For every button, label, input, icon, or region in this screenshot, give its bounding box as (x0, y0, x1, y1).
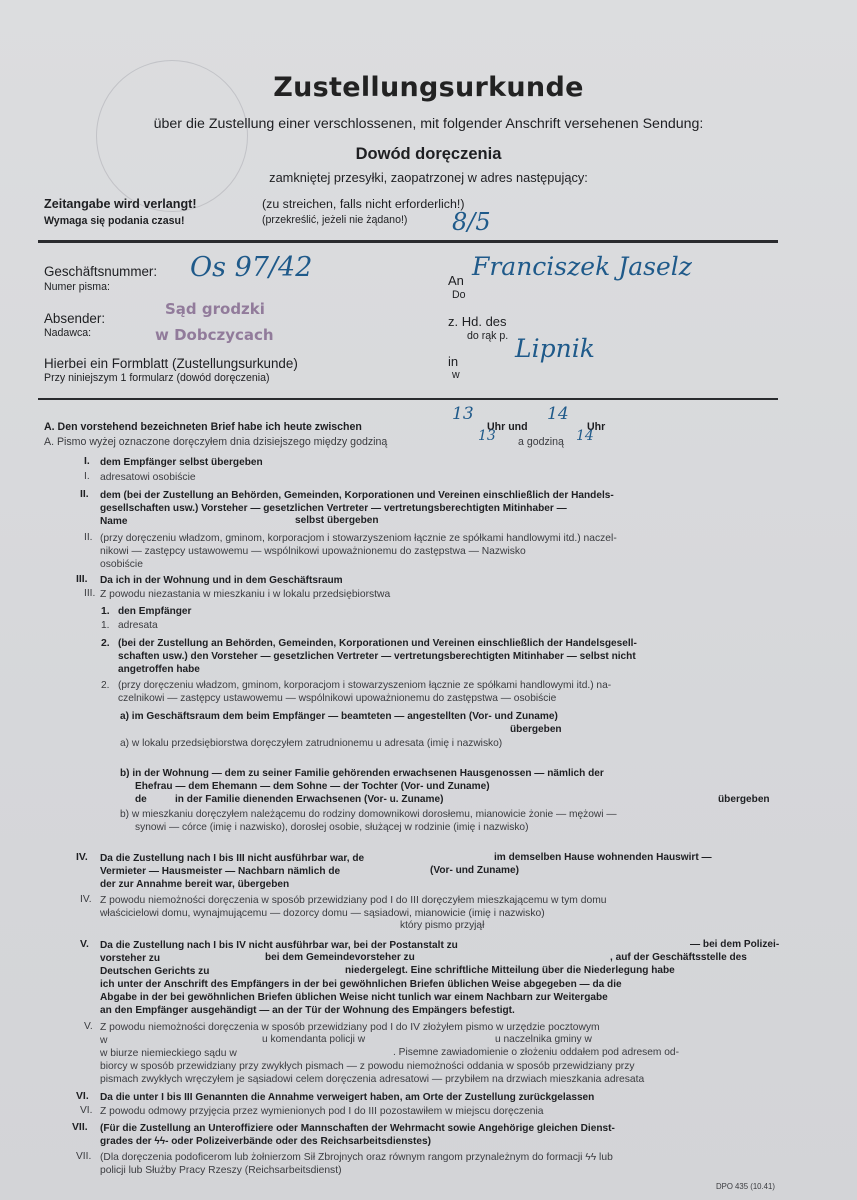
section-a-a-godzina: a godziną (518, 436, 564, 448)
section-5-german-line6: an den Empfänger ausgehändigt — an der Tür der Wohnung des Empängers befestigt. (100, 1005, 515, 1016)
time-label-german: Zeitangabe wird verlangt! (44, 197, 197, 211)
section-4-german-line3: der zur Annahme bereit war, übergeben (100, 879, 290, 890)
handwritten-time: 8/5 (452, 208, 491, 236)
to-label-polish: Do (452, 289, 466, 301)
section-5-german-line2: vorsteher zu (100, 953, 161, 964)
section-a-uhr: Uhr (587, 421, 606, 433)
section-7-polish-line1: (Dla doręczenia podoficerom lub żołnierzom Sił Zbrojnych oraz równym rangom przynależnym do formacji ϟϟ lub (100, 1152, 613, 1163)
section-5-polish-line2: w (100, 1035, 108, 1046)
section-4-polish-line1: Z powodu niemożności doręczenia w sposób przewidziany pod I do III doręczyłem mieszkającemu w tym domu (100, 895, 607, 906)
recipient-name-handwritten: Franciszek Jaselz (472, 252, 692, 281)
section-7-polish-line2: policji lub Służby Pracy Rzeszy (Reichsarbeitsdienst) (100, 1165, 342, 1176)
section-3-german: Da ich in der Wohnung und in dem Geschäftsraum (100, 575, 343, 586)
section-7-german-line1: (Für die Zustellung an Unteroffiziere oder Mannschaften der Wehrmacht sowie Angehörige gleichen Dienst- (100, 1123, 615, 1134)
sender-label-polish: Nadawca: (44, 327, 92, 339)
section-2-number-polish: II. (84, 532, 93, 543)
section-5-german-line5: Abgabe in der bei gewöhnlichen Briefen üblichen Weise nicht tunlich war einem Nachbarn zur Weitergabe (100, 992, 608, 1003)
section-3-item2-number-polish: 2. (101, 680, 110, 691)
section-2-polish-line3: osobiście (100, 559, 143, 570)
section-1-polish: adresatowi osobiście (100, 472, 196, 483)
time-from-handwritten-2: 13 (478, 428, 496, 444)
section-5-german-line1: Da die Zustellung nach I bis IV nicht ausführbar war, bei der Postanstalt zu (100, 940, 458, 951)
section-3-a-german-line1: a) im Geschäftsraum dem beim Empfänger — beamteten — angestellten (Vor- und Zuname) (120, 711, 558, 722)
section-3-item1-polish: adresata (118, 620, 158, 631)
section-2-german-handed: selbst übergeben (295, 515, 379, 526)
section-5-polish-line3: w biurze niemieckiego sądu w (100, 1048, 237, 1059)
section-5-german-line4: ich unter der Anschrift des Empfängers in der bei gewöhnlichen Briefen üblichen Weise abgegeben — da die (100, 979, 622, 990)
section-4-german-line2: Vermieter — Hausmeister — Nachbarn nämlich de (100, 866, 341, 877)
section-3-b-german-line1: b) in der Wohnung — dem zu seiner Familie gehörenden erwachsenen Hausgenossen — nämlich der (120, 768, 604, 779)
section-4-german-line1: Da die Zustellung nach I bis III nicht ausführbar war, de (100, 853, 365, 864)
section-7-german-line2: grades der ϟϟ- oder Polizeiverbände oder des Reichsarbeitsdienstes) (100, 1136, 431, 1147)
section-5-german-line3b: niedergelegt. Eine schriftliche Mitteilung über die Niederlegung habe (345, 965, 675, 976)
section-2-polish-line1: (przy doręczeniu władzom, gminom, korporacjom i stowarzyszeniom łącznie ze spółkami handlowymi itd.) naczel- (100, 533, 617, 544)
section-5-polish-line3b: . Pisemne zawiadomienie o złożeniu oddałem pod adresem od- (393, 1047, 679, 1058)
section-1-number: I. (84, 456, 90, 467)
to-label: An (448, 273, 464, 288)
section-5-german-line3: Deutschen Gerichts zu (100, 966, 210, 977)
section-4-polish-line3: który pismo przyjął (400, 920, 485, 931)
section-5-polish-line5: pismach zwykłych wręczyłem je sąsiadowi celem doręczenia adresatowi — przybiłem na drzwiach mieszkania adresata (100, 1074, 645, 1085)
section-3-a-german-line2: übergeben (510, 724, 562, 735)
section-7-number-polish: VII. (76, 1151, 92, 1162)
section-4-polish-line2: właścicielowi domu, wynajmującemu — dozorcy domu — sąsiadowi, mianowicie (imię i nazwisko) (100, 908, 545, 919)
section-6-number: VI. (76, 1091, 89, 1102)
in-label: in (448, 354, 459, 369)
court-stamp-line1: Sąd grodzki (165, 300, 265, 318)
document-title: Zustellungsurkunde (273, 72, 584, 103)
section-2-polish-line2: nikowi — zastępcy ustawowemu — wspólnikowi upoważnionemu do zastępstwa — Nazwisko (100, 546, 526, 557)
section-3-b-polish-line1: b) w mieszkaniu doręczyłem należącemu do rodziny domownikowi dorosłemu, mianowicie żonie — mężowi — (120, 809, 617, 820)
section-6-number-polish: VI. (80, 1105, 93, 1116)
section-5-number-polish: V. (84, 1021, 93, 1032)
case-number-label: Geschäftsnummer: (44, 264, 158, 279)
section-3-item2-german-line1: (bei der Zustellung an Behörden, Gemeinden, Korporationen und Vereinen einschließlich der Handelsgesell- (118, 638, 637, 649)
section-4-german-line2b: (Vor- und Zuname) (430, 865, 519, 876)
section-4-number-polish: IV. (80, 894, 92, 905)
subtitle-german: über die Zustellung einer verschlossenen, mit folgender Anschrift versehenen Sendung: (153, 116, 704, 132)
section-a-polish: A. Pismo wyżej oznaczone doręczyłem dnia dzisiejszego między godziną (44, 436, 388, 448)
section-3-item2-polish-line1: (przy doręczeniu władzom, gminom, korporacjom i stowarzyszeniom łącznie ze spółkami handlowymi itd.) na- (118, 680, 612, 691)
form-note-polish: Przy niniejszym 1 formularz (dowód doręczenia) (44, 372, 270, 384)
section-3-b-german-line3b: in der Familie dienenden Erwachsenen (Vor- u. Zuname) (175, 794, 444, 805)
section-5-polish-line4: biorcy w sposób przewidziany przy zwykłych pismach — z powodu niemożności oddania w sposób przewidziany przy (100, 1061, 635, 1072)
section-6-polish: Z powodu odmowy przyjęcia przez wymienionych pod I do III pozostawiłem w miejscu doręczenia (100, 1106, 544, 1117)
section-3-item2-number: 2. (101, 638, 110, 649)
court-stamp-line2: w Dobczycach (155, 326, 274, 344)
section-3-number-polish: III. (84, 588, 96, 599)
section-1-german: dem Empfänger selbst übergeben (100, 457, 263, 468)
time-from-handwritten: 13 (452, 404, 474, 424)
section-2-german-line2: gesellschaften usw.) Vorsteher — gesetzlichen Vertreter — vertretungsberechtigten Mitinhaber — (100, 503, 567, 514)
attention-label-polish: do rąk p. (467, 330, 509, 342)
section-a-uhr-und: Uhr und (487, 421, 528, 433)
section-1-number-polish: I. (84, 471, 90, 482)
section-3-b-german-line3: de (135, 794, 147, 805)
attention-label: z. Hd. des (448, 314, 507, 329)
section-6-german: Da die unter I bis III Genannten die Annahme verweigert haben, am Orte der Zustellung zurückgelassen (100, 1092, 595, 1103)
section-4-german-line1b: im demselben Hause wohnenden Hauswirt — (494, 852, 712, 863)
section-3-polish: Z powodu niezastania w mieszkaniu i w lokalu przedsiębiorstwa (100, 589, 391, 600)
section-3-b-german-handed: übergeben (718, 794, 770, 805)
section-5-number: V. (80, 939, 89, 950)
time-note-polish: (przekreślić, jeżeli nie żądano!) (262, 214, 408, 226)
time-note-german: (zu streichen, falls nicht erforderlich!) (262, 197, 465, 211)
sender-label: Absender: (44, 311, 106, 326)
section-5-polish-line2c: u naczelnika gminy w (495, 1034, 592, 1045)
case-number-label-polish: Numer pisma: (44, 281, 110, 293)
section-3-item1-german: den Empfänger (118, 606, 192, 617)
section-2-german-line1: dem (bei der Zustellung an Behörden, Gemeinden, Korporationen und Vereinen einschließlich der Handels- (100, 490, 614, 501)
section-3-b-german-line2: Ehefrau — dem Ehemann — dem Sohne — der Tochter (Vor- und Zuname) (135, 781, 490, 792)
time-to-handwritten: 14 (547, 404, 569, 424)
time-label-polish: Wymaga się podania czasu! (44, 215, 185, 227)
form-note-german: Hierbei ein Formblatt (Zustellungsurkunde) (44, 356, 298, 371)
section-5-polish-line2b: u komendanta policji w (262, 1034, 366, 1045)
divider-top (38, 240, 778, 243)
form-code: DPO 435 (10.41) (716, 1182, 775, 1191)
title-polish: Dowód doręczenia (355, 145, 502, 163)
place-handwritten: Lipnik (515, 334, 595, 363)
case-number-handwritten: Os 97/42 (190, 252, 313, 283)
section-3-item2-german-line2: schaften usw.) den Vorsteher — gesetzlichen Vertreter — vertretungsberechtigten Mitinhaber — selbst nicht (118, 651, 636, 662)
section-3-item1-number: 1. (101, 606, 110, 617)
section-2-number: II. (80, 489, 89, 500)
section-a-german: A. Den vorstehend bezeichneten Brief habe ich heute zwischen (44, 421, 362, 433)
section-3-item1-number-polish: 1. (101, 620, 110, 631)
time-to-handwritten-2: 14 (576, 428, 594, 444)
section-3-number: III. (76, 574, 88, 585)
section-5-german-line1b: — bei dem Polizei- (690, 939, 780, 950)
section-3-item2-polish-line2: czelnikowi — zastępcy ustawowemu — wspólnikowi upoważnionemu do zastępstwa — osobiście (118, 693, 557, 704)
section-3-a-polish: a) w lokalu przedsiębiorstwa doręczyłem zatrudnionemu u adresata (imię i nazwisko) (120, 738, 503, 749)
subtitle-polish: zamkniętej przesyłki, zaopatrzonej w adres następujący: (269, 170, 588, 185)
section-5-polish-line1: Z powodu niemożności doręczenia w sposób przewidziany pod I do IV złożyłem pismo w urzędzie pocztowym (100, 1022, 600, 1033)
section-7-number: VII. (72, 1122, 88, 1133)
section-4-number: IV. (76, 852, 88, 863)
section-5-german-line2c: , auf der Geschäftsstelle des (610, 952, 747, 963)
in-label-polish: w (452, 369, 460, 381)
section-2-german-name: Name (100, 516, 128, 527)
section-3-item2-german-line3: angetroffen habe (118, 664, 200, 675)
section-3-b-polish-line2: synowi — córce (imię i nazwisko), dorosłej osobie, służącej w rodzinie (imię i nazwisko) (135, 822, 529, 833)
divider-middle (38, 398, 778, 400)
section-5-german-line2b: bei dem Gemeindevorsteher zu (265, 952, 415, 963)
